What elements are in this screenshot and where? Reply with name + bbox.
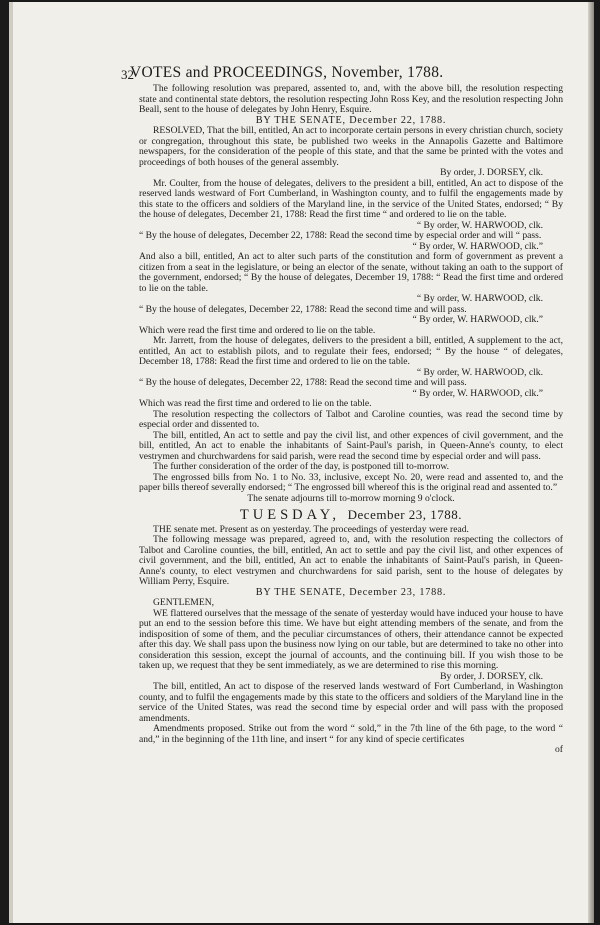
- paragraph: “ By order, W. HARWOOD, clk.: [416, 366, 543, 378]
- paragraph: BY THE SENATE, December 22, 1788.: [255, 114, 447, 126]
- day-name: TUESDAY,: [239, 507, 341, 523]
- paragraph: “ By the house of delegates, December 22, 1788: Read the second time by especial order and will “ pass.: [139, 230, 542, 241]
- paragraph: “ By order, W. HARWOOD, clk.”: [412, 240, 543, 252]
- paragraph: The bill, entitled, An act to dispose of the reserved lands westward of Fort Cumberland, in Washington county, and to fulfil the engagements made by this state to the officers and soldiers of the Maryland line in the service of the United States, was read the second time by especial order and will pass with the proposed amendments.: [139, 681, 563, 724]
- paragraph: “ By the house of delegates, December 22, 1788: Read the second time and will pass.: [139, 377, 467, 388]
- paragraph: By order, J. DORSEY, clk.: [440, 167, 543, 178]
- paragraph: The senate adjourns till to-morrow morning 9 o'clock.: [247, 492, 455, 504]
- paragraph: Mr. Coulter, from the house of delegates, delivers to the president a bill, entitled, An act to dispose of the reserved lands westward of Fort Cumberland, in Washington county, and to fulfil the engagements made by this state to the officers and soldiers of the Maryland line, in the service of the United States, endorsed; “ By the house of delegates, December 21, 1788: Read the first time “ and ordered to lie on the table.: [139, 177, 563, 220]
- paragraph: “ By order, W. HARWOOD, clk.”: [412, 314, 543, 325]
- paragraph: “ By order, W. HARWOOD, clk.: [416, 293, 543, 304]
- running-header: VOTES and PROCEEDINGS, November, 1788.: [130, 64, 444, 81]
- section-december-22: [139, 84, 563, 504]
- paragraph: THE senate met. Present as on yesterday. The proceedings of yesterday were read.: [153, 523, 469, 535]
- body-text: [139, 84, 563, 756]
- day-date: December 23, 1788.: [347, 507, 463, 522]
- paragraph: And also a bill, entitled, An act to alter such parts of the constitution and form of government as prevent a citizen from a seat in the legislature, or being an elector of the senate, without taking an oath to the support of the government, endorsed; “ By the house of delegates, December 19, 1788: “ Read the first time and ordered to lie on the table.: [139, 251, 563, 294]
- paragraph: GENTLEMEN,: [153, 597, 215, 608]
- paragraph: Which were read the first time and ordered to lie on the table.: [139, 324, 376, 336]
- paragraph: “ By order, W. HARWOOD, clk.”: [412, 387, 543, 399]
- paragraph: Mr. Jarrett, from the house of delegates, delivers to the president a bill, entitled, A supplement to the act, entitled, An act to establish pilots, and to regulate their fees, endorsed; “ By the house “ of delegates, December 18, 1788: Read the first time and ordered to lie on the table.: [139, 335, 563, 367]
- paragraph: The bill, entitled, An act to settle and pay the civil list, and other expences of civil government, and the bill, entitled, An act to enable the inhabitants of Saint-Paul's parish, in Queen-Anne's county, to elect vestrymen and churchwardens for said parish, were read the second time by especial order and will pass.: [139, 429, 563, 462]
- page-shadow: [9, 2, 13, 923]
- document-page: [9, 2, 594, 923]
- paragraph: “ By order, W. HARWOOD, clk.: [416, 219, 543, 231]
- paragraph: WE flattered ourselves that the message of the senate of yesterday would have induced your house to have put an end to the session before this time. We have but eight attending members of the senate, and from the indisposition of some of them, and the peculiar circumstances of others, their attendance cannot be expected after this day. We shall pass upon the business now lying on our table, but are determined to take no other into consideration this session, except the journal of accounts, and the continuing bill. If you wish those to be taken up, we request that they be sent immediately, as we are determined to rise this morning.: [139, 607, 563, 671]
- paragraph: RESOLVED, That the bill, entitled, An act to incorporate certain persons in every christian church, society or congregation, throughout this state, be published two weeks in the Annapolis Gazette and Baltimore newspapers, for the consideration of the people of this state, and that the same be printed with the votes and proceedings of both houses of the general assembly.: [139, 125, 563, 168]
- paragraph: The following message was prepared, agreed to, and, with the resolution respecting the collectors of Talbot and Caroline counties, the bill, entitled, An act to settle and pay the civil list, and other expences of civil government, and the bill, entitled, An act to enable the inhabitants of Saint-Paul's parish, in Queen-Anne's county, to elect vestrymen and churchwardens for said parish, sent to the house of delegates by William Perry, Esquire.: [139, 534, 563, 587]
- paragraph: BY THE SENATE, December 23, 1788.: [255, 586, 447, 598]
- page-number: 32: [121, 67, 134, 82]
- section-december-23: [139, 525, 563, 756]
- paragraph: The engrossed bills from No. 1 to No. 33, inclusive, except No. 20, were read and assented to, and the paper bills thereof severally endorsed; “ The engrossed bill whereof this is the original read and assented to.”: [139, 471, 563, 493]
- page-edge: [588, 2, 594, 923]
- day-heading: [139, 507, 563, 523]
- paragraph: of: [555, 744, 563, 755]
- paragraph: Amendments proposed. Strike out from the word “ sold,” in the 7th line of the 6th page, to the word “ and,” in the beginning of the 11th line, and insert “ for any kind of specie certificates: [139, 723, 563, 745]
- paragraph: The following resolution was prepared, assented to, and, with the above bill, the resolution respecting state and continental state debtors, the resolution respecting John Ross Key, and the resolution respecting John Beall, sent to the house of delegates by John Henry, Esquire.: [139, 83, 563, 115]
- paragraph: By order, J. DORSEY, clk.: [440, 670, 543, 682]
- paragraph: “ By the house of delegates, December 22, 1788: Read the second time and will pass.: [139, 303, 467, 315]
- paragraph: The resolution respecting the collectors of Talbot and Caroline counties, was read the second time by especial order and dissented to.: [139, 408, 563, 430]
- paragraph: The further consideration of the order of the day, is postponed till to-morrow.: [153, 461, 450, 472]
- paragraph: Which was read the first time and ordered to lie on the table.: [139, 398, 372, 409]
